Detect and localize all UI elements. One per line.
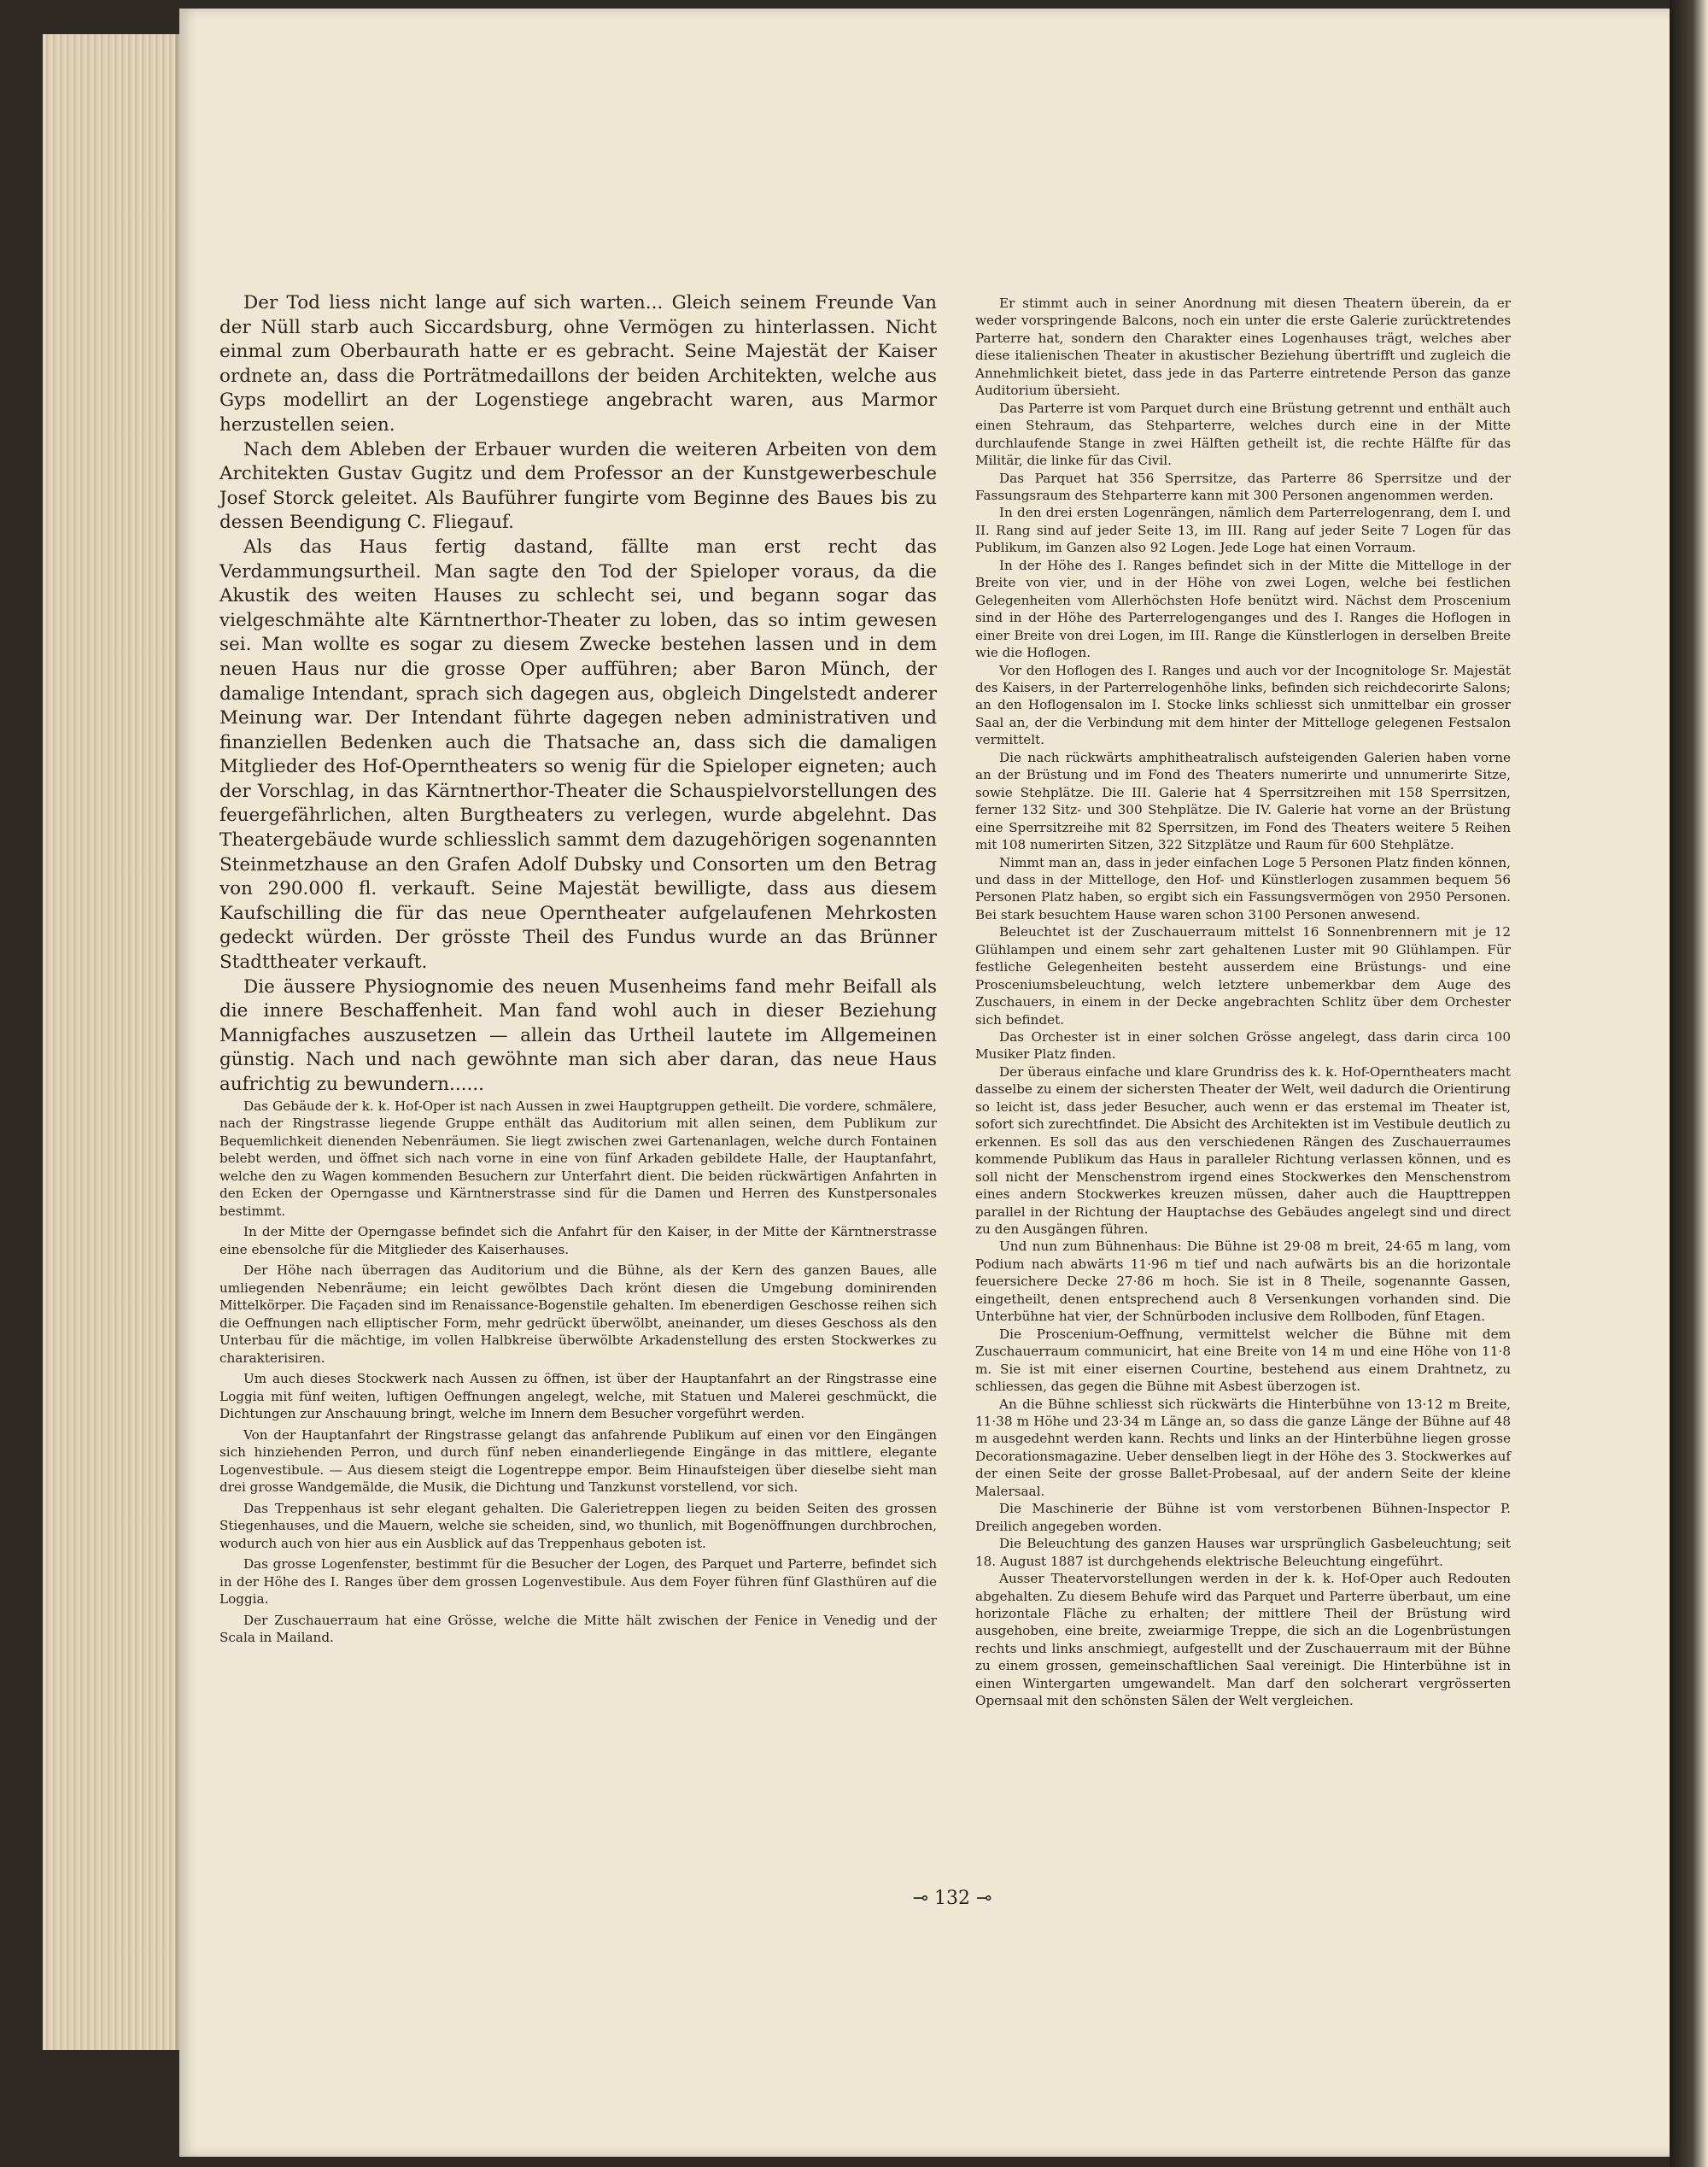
right-column bbox=[975, 295, 1511, 1710]
paragraph: Die nach rückwärts amphitheatralisch aufsteigenden Galerien haben vorne an der Brüstung und im Fond des Theaters numerirte und unnumerirte Sitze, sowie Stehplätze. Die III. Galerie hat 4 Sperrsitzreihen mit 158 Sperrsitzen, ferner 132 Sitz- und 300 Stehplätze. Die IV. Galerie hat vorne an der Brüstung eine Sperrsitzreihe mit 82 Sperrsitzen, im Fond des Theaters weitere 5 Reihen mit 108 numerirten Sitzen, 322 Sitzplätze und Raum für 600 Stehplätze. bbox=[975, 749, 1511, 853]
page-number: ⊸ 132 ⊸ bbox=[912, 1888, 992, 1909]
paragraph: Die Proscenium-Oeffnung, vermittelst welcher die Bühne mit dem Zuschauerraum communicirt, hat eine Breite von 14 m und eine Höhe von 11·8 m. Sie ist mit einer eisernen Courtine, bestehend aus einem Drahtnetz, zu schliessen, das gegen die Bühne mit Asbest überzogen ist. bbox=[975, 1326, 1511, 1395]
paragraph: Das grosse Logenfenster, bestimmt für die Besucher der Logen, des Parquet und Parterre, befindet sich in der Höhe des I. Ranges über dem grossen Logenvestibule. Aus dem Foyer führen fünf Glasthüren auf die Loggia. bbox=[219, 1556, 937, 1608]
paragraph: In den drei ersten Logenrängen, nämlich dem Parterrelogenrang, dem I. und II. Rang sind auf jeder Seite 13, im III. Rang auf jeder Seite 7 Logen für das Publikum, im Ganzen also 92 Logen. Jede Loge hat einen Vorraum. bbox=[975, 505, 1511, 556]
paragraph: Nimmt man an, dass in jeder einfachen Loge 5 Personen Platz finden können, und dass in der Mittelloge, den Hof- und Künstlerlogen zusammen bequem 56 Personen Platz haben, so ergibt sich ein Fassungsvermögen von 2950 Personen. Bei stark besuchtem Hause waren schon 3100 Personen anwesend. bbox=[975, 854, 1511, 922]
paragraph: Der Höhe nach überragen das Auditorium und die Bühne, als der Kern des ganzen Baues, alle umliegenden Nebenräume; ein leicht gewölbtes Dach krönt diesen die Umgebung dominirenden Mittelkörper. Die Façaden sind im Renaissance-Bogenstile gehalten. Im ebenerdigen Geschosse reihen sich die Oeffnungen nach elliptischer Form, mehr gedrückt überwölbt, aneinander, um dieses Geschoss als den Unterbau für die mächtige, im vollen Halbkreise überwölbte Arkadenstellung des ersten Stockwerkes zu charakterisiren. bbox=[219, 1262, 937, 1366]
paragraph: Der Zuschauerraum hat eine Grösse, welche die Mitte hält zwischen der Fenice in Venedig und der Scala in Mailand. bbox=[219, 1612, 937, 1646]
book-page-edges bbox=[43, 34, 188, 2050]
paragraph: Er stimmt auch in seiner Anordnung mit diesen Theatern überein, da er weder vorspringende Balcons, noch ein unter die erste Galerie zurücktretendes Parterre hat, sondern den Charakter eines Logenhauses trägt, welches aber diese italienischen Theater in akustischer Beziehung übertrifft und zugleich die Annehmlichkeit bietet, dass jede in das Parterre eintretende Person das ganze Auditorium übersieht. bbox=[975, 296, 1511, 399]
paragraph: Und nun zum Bühnenhaus: Die Bühne ist 29·08 m breit, 24·65 m lang, vom Podium nach abwärts 11·96 m tief und nach aufwärts bis an die horizontale feuersichere Decke 27·86 m hoch. Sie ist in 8 Theile, sogenannte Gassen, eingetheilt, denen entsprechend auch 8 Versenkungen vorhanden sind. Die Unterbühne hat vier, der Schnürboden inclusive dem Rollboden, fünf Etagen. bbox=[975, 1239, 1511, 1325]
left-column bbox=[219, 291, 937, 1650]
paragraph: Der Tod liess nicht lange auf sich warten... Gleich seinem Freunde Van der Nüll starb auch Siccardsburg, ohne Vermögen zu hinterlassen. Nicht einmal zum Oberbaurath hatte er es gebracht. Seine Majestät der Kaiser ordnete an, dass die Porträtmedaillons der beiden Architekten, welche aus Gyps modellirt an der Logenstiege angebracht waren, aus Marmor herzustellen seien. bbox=[219, 292, 937, 436]
paragraph: Die äussere Physiognomie des neuen Musenheims fand mehr Beifall als die innere Beschaffenheit. Man fand wohl auch in dieser Beziehung Mannigfaches auszusetzen — allein das Urtheil lautete im Allgemeinen günstig. Nach und nach gewöhnte man sich aber daran, das neue Haus aufrichtig zu bewundern...... bbox=[219, 975, 937, 1095]
small-text-block bbox=[219, 1098, 937, 1647]
paragraph: Nach dem Ableben der Erbauer wurden die weiteren Arbeiten von dem Architekten Gustav Gugitz und dem Professor an der Kunstgewerbeschule Josef Storck geleitet. Als Bauführer fungirte vom Beginne des Baues bis zu dessen Beendigung C. Fliegauf. bbox=[219, 438, 937, 534]
paragraph: Als das Haus fertig dastand, fällte man erst recht das Verdammungsurtheil. Man sagte den Tod der Spieloper voraus, da die Akustik des weiten Hauses zu schlecht sei, und begann sogar das vielgeschmähte alte Kärntnerthor-Theater zu loben, das so intim gewesen sei. Man wollte es sogar zu diesem Zwecke bestehen lassen und in dem neuen Haus nur die grosse Oper aufführen; aber Baron Münch, der damalige Intendant, sprach sich dagegen aus, obgleich Dingelstedt anderer Meinung war. Der Intendant führte dagegen neben administrativen und finanziellen Bedenken auch die Thatsache an, dass sich die damaligen Mitglieder des Hof-Operntheaters so wenig für die Spieloper eigneten; auch der Vorschlag, in das Kärntnerthor-Theater die Schauspielvorstellungen des feuergefährlichen, alten Burgtheaters zu verlegen, wurde abgelehnt. Das Theatergebäude wurde schliesslich sammt dem dazugehörigen sogenannten Steinmetzhause an den Grafen Adolf Dubsky und Consorten um den Betrag von 290.000 fl. verkauft. Seine Majestät bewilligte, dass aus diesem Kaufschilling die für das neue Operntheater aufgelaufenen Mehrkosten gedeckt würden. Der grösste Theil des Fundus wurde an das Brünner Stadttheater verkauft. bbox=[219, 536, 937, 974]
paragraph: Die Beleuchtung des ganzen Hauses war ursprünglich Gasbeleuchtung; seit 18. August 1887 ist durchgehends elektrische Beleuchtung eingeführt. bbox=[975, 1536, 1511, 1569]
page-right-edge bbox=[1670, 0, 1708, 2167]
paragraph: Die Maschinerie der Bühne ist vom verstorbenen Bühnen-Inspector P. Dreilich angegeben worden. bbox=[975, 1501, 1511, 1534]
paragraph: Beleuchtet ist der Zuschauerraum mittelst 16 Sonnenbrennern mit je 12 Glühlampen und einem sehr zart gehaltenen Luster mit 90 Glühlampen. Für festliche Gelegenheiten besteht ausserdem eine Brüstungs- und eine Prosceniumsbeleuchtung, welch letztere unbemerkbar dem Auge des Zuschauers, in einem in der Decke angebrachten Schlitz über dem Orchester sich befindet. bbox=[975, 924, 1511, 1028]
paragraph: Von der Hauptanfahrt der Ringstrasse gelangt das anfahrende Publikum auf einen vor den Eingängen sich hinziehenden Perron, und durch fünf neben einanderliegende Eingänge in das mittlere, elegante Logenvestibule. — Aus diesem steigt die Logentreppe empor. Beim Hinaufsteigen über dieselbe sieht man drei grosse Wandgemälde, die Musik, die Dichtung und Tanzkunst vorstellend, vor sich. bbox=[219, 1426, 937, 1496]
paragraph: Das Orchester ist in einer solchen Grösse angelegt, dass darin circa 100 Musiker Platz finden. bbox=[975, 1029, 1511, 1063]
paragraph: Ausser Theatervorstellungen werden in der k. k. Hof-Oper auch Redouten abgehalten. Zu diesem Behufe wird das Parquet und Parterre überbaut, um eine horizontale Fläche zu erhalten; der mittlere Theil der Brüstung wird ausgehoben, eine breite, zweiarmige Treppe, die sich an die Logenbrüstungen rechts und links anschmiegt, aufgestellt und der Zuschauerraum mit der Bühne zu einem grossen, gemeinschaftlichen Saal vereinigt. Die Hinterbühne ist in einen Wintergarten umgewandelt. Man darf den solcherart vergrösserten Opernsaal mit den schönsten Sälen der Welt vergleichen. bbox=[975, 1571, 1511, 1709]
paragraph: Vor den Hoflogen des I. Ranges und auch vor der Incognitologe Sr. Majestät des Kaisers, in der Parterrelogenhöhe links, befinden sich reichdecorirte Salons; an den Hoflogensalon im I. Stocke links schliesst sich unmittelbar ein grosser Saal an, der die Verbindung mit dem hinter der Mittelloge gelegenen Festsalon vermittelt. bbox=[975, 662, 1511, 748]
paragraph: Das Gebäude der k. k. Hof-Oper ist nach Aussen in zwei Hauptgruppen getheilt. Die vordere, schmälere, nach der Ringstrasse liegende Gruppe enthält das Auditorium mit allen seinen, dem Publikum zur Bequemlichkeit dienenden Nebenräumen. Sie liegt zwischen zwei Gartenanlagen, welche durch Fontainen belebt werden, und öffnet sich nach vorne in eine von fünf Arkaden gebildete Halle, der Hauptanfahrt, welche den zu Wagen kommenden Besuchern zur Unterfahrt dient. Die beiden rückwärtigen Anfahrten in den Ecken der Operngasse und Kärntnerstrasse sind für die Damen und Herren des Kunstpersonales bestimmt. bbox=[219, 1098, 937, 1219]
paragraph: Der überaus einfache und klare Grundriss des k. k. Hof-Operntheaters macht dasselbe zu einem der sichersten Theater der Welt, weil dadurch die Orientirung so leicht ist, dass jeder Besucher, auch wenn er das erstemal im Theater ist, sofort sich zurechtfindet. Die Absicht des Architekten ist im Vestibule deutlich zu erkennen. Es soll das aus den verschiedenen Rängen des Zuschauerraumes kommende Publikum das Haus in paralleler Richtung verlassen können, und es soll nicht der Menschenstrom irgend eines Stockwerkes den Menschenstrom eines andern Stockwerkes kreuzen müssen, daher auch die Haupttreppen parallel in der Richtung der Hauptachse des Gebäudes angelegt sind und direct zu den Ausgängen führen. bbox=[975, 1063, 1511, 1238]
paragraph: In der Mitte der Operngasse befindet sich die Anfahrt für den Kaiser, in der Mitte der Kärntnerstrasse eine ebensolche für die Mitglieder des Kaiserhauses. bbox=[219, 1224, 937, 1257]
paragraph: An die Bühne schliesst sich rückwärts die Hinterbühne von 13·12 m Breite, 11·38 m Höhe und 23·34 m Länge an, so dass die ganze Länge der Bühne auf 48 m ausgedehnt werden kann. Rechts und links an der Hinterbühne liegen grosse Decorationsmagazine. Ueber denselben liegt in der Höhe des 3. Stockwerkes auf der einen Seite der grosse Ballet-Probesaal, auf der andern Seite der kleine Malersaal. bbox=[975, 1396, 1511, 1499]
paragraph: Das Treppenhaus ist sehr elegant gehalten. Die Galerietreppen liegen zu beiden Seiten des grossen Stiegenhauses, und die Mauern, welche sie scheiden, sind, wo thunlich, mit Bogenöffnungen durchbrochen, wodurch auch von hier aus ein Ausblick auf das Treppenhaus geboten ist. bbox=[219, 1500, 937, 1551]
paragraph: Um auch dieses Stockwerk nach Aussen zu öffnen, ist über der Hauptanfahrt an der Ringstrasse eine Loggia mit fünf weiten, luftigen Oeffnungen angelegt, welche, mit Statuen und Malerei geschmückt, die Dichtungen zur Anschauung bringt, welche im Innern dem Besucher vorgeführt werden. bbox=[219, 1371, 937, 1422]
paragraph: Das Parquet hat 356 Sperrsitze, das Parterre 86 Sperrsitze und der Fassungsraum des Stehparterre kann mit 300 Personen angenommen werden. bbox=[975, 470, 1511, 503]
paragraph: Das Parterre ist vom Parquet durch eine Brüstung getrennt und enthält auch einen Stehraum, das Stehparterre, welches durch eine in der Mitte durchlaufende Stange in zwei Hälften getheilt ist, die rechte Hälfte für das Militär, die linke für das Civil. bbox=[975, 400, 1511, 469]
large-text-block bbox=[219, 291, 937, 1098]
paragraph: In der Höhe des I. Ranges befindet sich in der Mitte die Mittelloge in der Breite von vier, und in der Höhe von zwei Logen, welche bei festlichen Gelegenheiten vom Allerhöchsten Hofe benützt wird. Nächst dem Proscenium sind in der Höhe des Parterrelogenganges und des I. Ranges die Hoflogen in einer Breite von drei Logen, im III. Range die Künstlerlogen in derselben Breite wie die Hoflogen. bbox=[975, 557, 1511, 661]
